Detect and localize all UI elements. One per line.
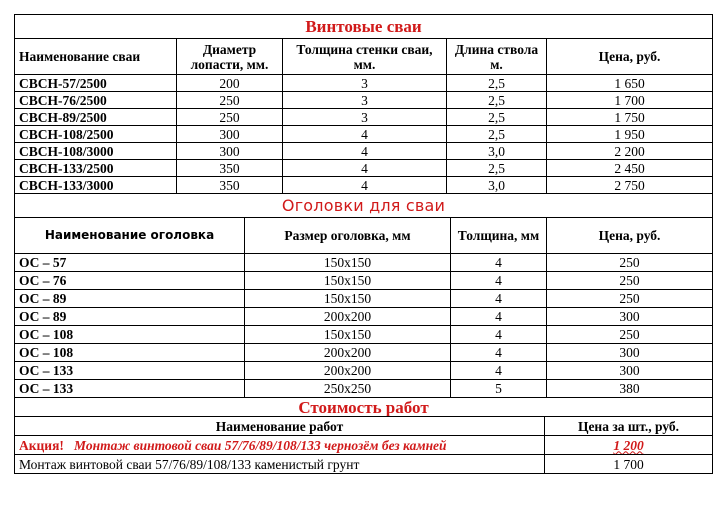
cap-thickness: 4 bbox=[451, 254, 547, 272]
price: 2 750 bbox=[547, 177, 713, 194]
cap-name: ОС – 108 bbox=[15, 326, 245, 344]
shaft-length: 2,5 bbox=[447, 75, 547, 92]
shaft-length: 2,5 bbox=[447, 160, 547, 177]
price: 300 bbox=[547, 308, 713, 326]
header-pile-name: Наименование сваи bbox=[15, 39, 177, 75]
price: 250 bbox=[547, 272, 713, 290]
promo-description bbox=[15, 436, 545, 455]
header-cap-thickness: Толщина, мм bbox=[451, 218, 547, 254]
cap-name: ОС – 76 bbox=[15, 272, 245, 290]
table-row bbox=[15, 160, 713, 177]
header-shaft-length: Длина ствола м. bbox=[447, 39, 547, 75]
price-list bbox=[14, 14, 712, 474]
pile-caps-title: Оголовки для сваи bbox=[15, 194, 713, 218]
wall-thickness: 4 bbox=[283, 126, 447, 143]
promo-price-value: 1 200 bbox=[613, 437, 644, 453]
pile-name: СВСН-108/3000 bbox=[15, 143, 177, 160]
header-blade-diameter: Диаметр лопасти, мм. bbox=[177, 39, 283, 75]
table-row bbox=[15, 272, 713, 290]
pile-caps-table bbox=[14, 193, 713, 398]
cap-size: 150х150 bbox=[245, 272, 451, 290]
cap-thickness: 4 bbox=[451, 272, 547, 290]
screw-piles-title: Винтовые сваи bbox=[15, 15, 713, 39]
price: 1 700 bbox=[547, 92, 713, 109]
header-cap-size: Размер оголовка, мм bbox=[245, 218, 451, 254]
shaft-length: 2,5 bbox=[447, 109, 547, 126]
shaft-length: 2,5 bbox=[447, 126, 547, 143]
cap-size: 150х150 bbox=[245, 254, 451, 272]
header-wall-thickness: Толщина стенки сваи, мм. bbox=[283, 39, 447, 75]
cap-name: ОС – 108 bbox=[15, 344, 245, 362]
table-row bbox=[15, 344, 713, 362]
pile-name: СВСН-133/2500 bbox=[15, 160, 177, 177]
table-row bbox=[15, 109, 713, 126]
wall-thickness: 4 bbox=[283, 177, 447, 194]
price: 300 bbox=[547, 362, 713, 380]
price: 1 750 bbox=[547, 109, 713, 126]
table-row bbox=[15, 290, 713, 308]
table-row bbox=[15, 126, 713, 143]
cap-size: 150х150 bbox=[245, 326, 451, 344]
shaft-length: 3,0 bbox=[447, 143, 547, 160]
table-row bbox=[15, 308, 713, 326]
header-price: Цена, руб. bbox=[547, 39, 713, 75]
wall-thickness: 3 bbox=[283, 75, 447, 92]
cap-name: ОС – 133 bbox=[15, 380, 245, 398]
screw-piles-table bbox=[14, 14, 713, 194]
cap-name: ОС – 89 bbox=[15, 308, 245, 326]
price: 250 bbox=[547, 290, 713, 308]
promo-price bbox=[545, 436, 713, 455]
blade-diameter: 350 bbox=[177, 160, 283, 177]
header-work-name: Наименование работ bbox=[15, 417, 545, 436]
pile-name: СВСН-57/2500 bbox=[15, 75, 177, 92]
table-row bbox=[15, 254, 713, 272]
work-description: Монтаж винтовой сваи 57/76/89/108/133 каменистый грунт bbox=[15, 455, 545, 474]
cap-size: 250х250 bbox=[245, 380, 451, 398]
promo-label: Акция! bbox=[19, 437, 64, 453]
cap-size: 200х200 bbox=[245, 344, 451, 362]
table-row bbox=[15, 380, 713, 398]
wall-thickness: 4 bbox=[283, 143, 447, 160]
cap-thickness: 4 bbox=[451, 326, 547, 344]
price: 250 bbox=[547, 254, 713, 272]
pile-name: СВСН-108/2500 bbox=[15, 126, 177, 143]
wall-thickness: 3 bbox=[283, 109, 447, 126]
cap-size: 200х200 bbox=[245, 362, 451, 380]
blade-diameter: 200 bbox=[177, 75, 283, 92]
cap-size: 150х150 bbox=[245, 290, 451, 308]
cap-thickness: 4 bbox=[451, 362, 547, 380]
pile-name: СВСН-76/2500 bbox=[15, 92, 177, 109]
pile-name: СВСН-133/3000 bbox=[15, 177, 177, 194]
blade-diameter: 250 bbox=[177, 109, 283, 126]
table-row bbox=[15, 455, 713, 474]
wall-thickness: 4 bbox=[283, 160, 447, 177]
pile-name: СВСН-89/2500 bbox=[15, 109, 177, 126]
table-row bbox=[15, 326, 713, 344]
price: 2 200 bbox=[547, 143, 713, 160]
header-cap-name: Наименование оголовка bbox=[15, 218, 245, 254]
header-unit-price: Цена за шт., руб. bbox=[545, 417, 713, 436]
wall-thickness: 3 bbox=[283, 92, 447, 109]
blade-diameter: 300 bbox=[177, 126, 283, 143]
blade-diameter: 250 bbox=[177, 92, 283, 109]
table-row bbox=[15, 362, 713, 380]
promo-text: Монтаж винтовой сваи 57/76/89/108/133 чернозём без камней bbox=[74, 437, 447, 453]
price: 2 450 bbox=[547, 160, 713, 177]
price: 380 bbox=[547, 380, 713, 398]
cap-thickness: 4 bbox=[451, 290, 547, 308]
table-row bbox=[15, 177, 713, 194]
cap-size: 200х200 bbox=[245, 308, 451, 326]
work-cost-title: Стоимость работ bbox=[15, 398, 713, 417]
cap-name: ОС – 57 bbox=[15, 254, 245, 272]
work-cost-table bbox=[14, 397, 713, 474]
header-cap-price: Цена, руб. bbox=[547, 218, 713, 254]
price: 250 bbox=[547, 326, 713, 344]
cap-name: ОС – 133 bbox=[15, 362, 245, 380]
cap-name: ОС – 89 bbox=[15, 290, 245, 308]
table-row bbox=[15, 143, 713, 160]
table-row bbox=[15, 75, 713, 92]
blade-diameter: 350 bbox=[177, 177, 283, 194]
price: 300 bbox=[547, 344, 713, 362]
shaft-length: 2,5 bbox=[447, 92, 547, 109]
cap-thickness: 5 bbox=[451, 380, 547, 398]
shaft-length: 3,0 bbox=[447, 177, 547, 194]
table-row bbox=[15, 92, 713, 109]
work-price: 1 700 bbox=[545, 455, 713, 474]
promo-row bbox=[15, 436, 713, 455]
cap-thickness: 4 bbox=[451, 308, 547, 326]
price: 1 950 bbox=[547, 126, 713, 143]
blade-diameter: 300 bbox=[177, 143, 283, 160]
price: 1 650 bbox=[547, 75, 713, 92]
cap-thickness: 4 bbox=[451, 344, 547, 362]
